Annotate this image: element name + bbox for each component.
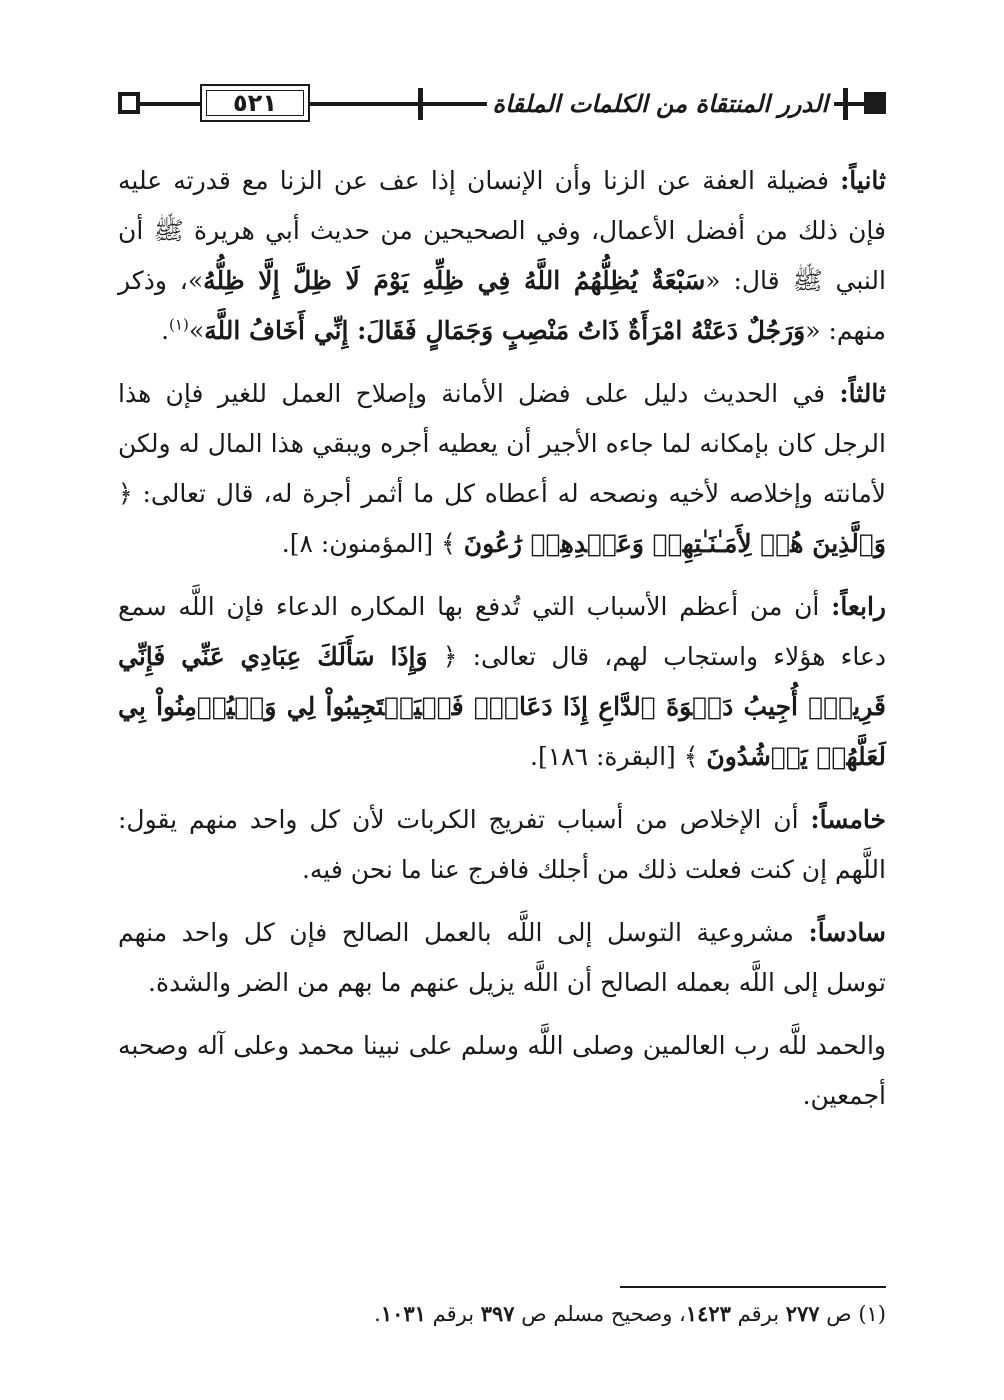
quoted-text: سَبْعَةٌ يُظِلُّهُمُ اللَّهُ فِي ظِلِّهِ يَوْمَ لَا ظِلَّ إِلَّا ظِلُّهُ (203, 266, 706, 295)
footnote-number: ٣٩٧ (480, 1301, 515, 1326)
quoted-text: وَإِذَا سَأَلَكَ عِبَادِي عَنِّي فَإِنِّي قَرِيبٌۖ أُجِيبُ دَعۡوَةَ ٱلدَّاعِ إِذَا دَعَانِۖ فَلۡيَسۡتَجِيبُواْ لِي وَلۡيُؤۡمِنُواْ بِي لَعَلَّهُمۡ يَرۡشُدُونَ (118, 642, 886, 771)
paragraph (118, 582, 886, 782)
page-body (118, 156, 886, 1134)
header-ornament-left (118, 92, 140, 114)
paragraph-text: مشروعية التوسل إلى اللَّه بالعمل الصالح فإن كل واحد منهم توسل إلى اللَّه بعمله الصالح أن اللَّه يزيل عنهم ما بهم من الضر والشدة. (118, 918, 886, 997)
header-divider-bar (843, 88, 848, 120)
header-divider-bar (418, 88, 423, 120)
page-number-box (200, 84, 310, 122)
footnote-text: . (374, 1302, 381, 1326)
footnote-text: برقم (425, 1302, 481, 1326)
paragraph (118, 908, 886, 1008)
paragraph-text: فضيلة العفة عن الزنا وأن الإنسان إذا عف عن الزنا مع قدرته عليه فإن ذلك من أفضل الأعمال، وفي الصحيحين من حديث أبي هريرة ﷺ أن النبي ﷺ قال: « (118, 166, 886, 295)
paragraph-text: ﴾ [البقرة: ١٨٦]. (530, 742, 707, 771)
paragraph-lead: خامساً: (810, 805, 886, 834)
header-ornament-right (864, 92, 886, 114)
footnote-number: ١٤٢٣ (685, 1301, 731, 1326)
page-header (118, 82, 886, 126)
paragraph-lead: سادساً: (808, 918, 886, 947)
footnote-text: برقم (730, 1302, 786, 1326)
paragraph-text: »، وذكر منهم: « (118, 266, 886, 345)
footnote-number: ٢٧٧ (785, 1301, 820, 1326)
footnote-marker: (١) (858, 1302, 886, 1326)
paragraph-text: أن الإخلاص من أسباب تفريج الكربات لأن كل واحد منهم يقول: اللَّهم إن كنت فعلت ذلك من أجلك فافرج عنا ما نحن فيه. (118, 805, 886, 884)
page-number: ٥٢١ (233, 89, 277, 117)
paragraph-text: أن من أعظم الأسباب التي تُدفع بها المكاره الدعاء فإن اللَّه سمع دعاء هؤلاء واستجاب لهم، قال تعالى: ﴿ (118, 592, 887, 671)
footnote-text: ، وصحيح مسلم ص (514, 1302, 686, 1326)
footnote (118, 1296, 886, 1332)
quoted-text: وَٱلَّذِينَ هُمۡ لِأَمَـٰنَـٰتِهِمۡ وَعَهۡدِهِمۡ رَٰعُونَ (463, 529, 886, 558)
footnote-number: ١٠٣١ (380, 1301, 426, 1326)
paragraph (118, 1021, 886, 1121)
paragraph (118, 795, 886, 895)
paragraph-lead: ثانياً: (840, 166, 886, 195)
paragraph-text: » (188, 316, 205, 345)
quoted-text: وَرَجُلٌ دَعَتْهُ امْرَأَةٌ ذَاتُ مَنْصِبٍ وَجَمَالٍ فَقَالَ: إِنِّي أَخَافُ اللَّهَ (204, 316, 806, 345)
book-title: الدرر المنتقاة من الكلمات الملقاة (487, 82, 834, 126)
paragraph-text: والحمد للَّه رب العالمين وصلى اللَّه وسلم على نبينا محمد وعلى آله وصحبه أجمعين. (118, 1031, 886, 1110)
footnote-text: ص (819, 1302, 859, 1326)
paragraph-text: في الحديث دليل على فضل الأمانة وإصلاح العمل للغير فإن هذا الرجل كان بإمكانه لما جاءه الأجير أن يعطيه أجره ويبقي هذا المال له ولكن لأمانته وإخلاصه لأخيه ونصحه له أعطاه كل ما أثمر أجرة له، قال تعالى: ﴿ (118, 379, 887, 508)
paragraph-text: ﴾ [المؤمنون: ٨]. (281, 529, 464, 558)
paragraph (118, 369, 886, 569)
footnote-rule (620, 1286, 886, 1288)
paragraph-text: . (161, 316, 170, 345)
paragraph-lead: ثالثاً: (839, 379, 886, 408)
paragraph (118, 156, 886, 356)
paragraph-lead: رابعاً: (831, 592, 886, 621)
footnote-reference: (١) (169, 315, 189, 334)
